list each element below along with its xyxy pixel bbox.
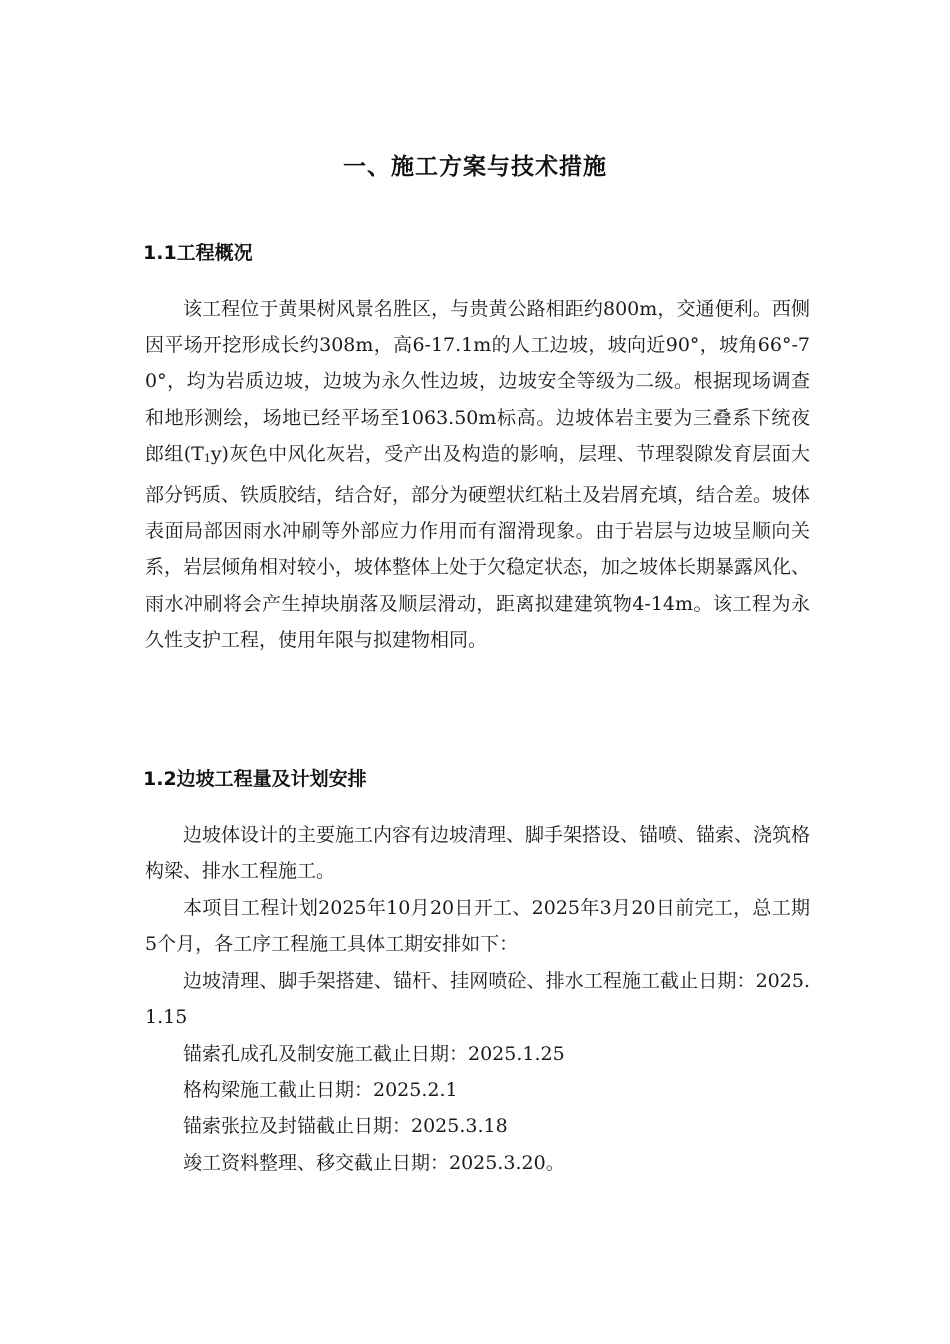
page-title: 一、施工方案与技术措施 [343, 154, 607, 180]
plan-paragraph: 本项目工程计划2025年10月20日开工、2025年3月20日前完工，总工期5个月，各工序工程施工具体工期安排如下： [145, 897, 810, 956]
overview-text-part2: y)灰色中风化灰岩，受产出及构造的影响，层理、节理裂隙发育层面大部分钙质、铁质胶结，结合好，部分为硬塑状红粘土及岩屑充填，结合差。坡体表面局部因雨水冲刷等外部应力作用而有溜滑现象。由于岩层与边坡呈顺向关系，岩层倾角相对较小，坡体整体上处于欠稳定状态，加之坡体长期暴露风化、雨水冲刷将会产生掉块崩落及顺层滑动，距离拟建建筑物4-14m。该工程为永久性支护工程，使用年限与拟建物相同。 [145, 442, 811, 651]
schedule-item: 格构梁施工截止日期：2025.2.1 [183, 1079, 458, 1101]
schedule-item: 锚索张拉及封锚截止日期：2025.3.18 [183, 1115, 508, 1137]
schedule-item: 边坡清理、脚手架搭建、锚杆、挂网喷砼、排水工程施工截止日期：2025.1.15 [145, 970, 810, 1029]
overview-text-part1: 该工程位于黄果树风景名胜区，与贵黄公路相距约800m，交通便利。西侧因平场开挖形成长约308m，高6-17.1m的人工边坡，坡向近90°，坡角66°-70°，均为岩质边坡，边坡为永久性边坡，边坡安全等级为二级。根据现场调查和地形测绘，场地已经平场至1063.50m标高。边坡体岩主要为三叠系下统夜郎组(T [145, 298, 810, 465]
section-heading-overview: 1.1工程概况 [143, 242, 253, 264]
overview-paragraph [145, 291, 810, 658]
section-heading-schedule: 1.2边坡工程量及计划安排 [143, 768, 367, 790]
scope-paragraph: 边坡体设计的主要施工内容有边坡清理、脚手架搭设、锚喷、锚索、浇筑格构梁、排水工程施工。 [145, 824, 811, 883]
schedule-item: 锚索孔成孔及制安施工截止日期：2025.1.25 [183, 1043, 565, 1065]
schedule-item: 竣工资料整理、移交截止日期：2025.3.20。 [183, 1152, 565, 1174]
overview-subscript: 1 [203, 451, 211, 465]
